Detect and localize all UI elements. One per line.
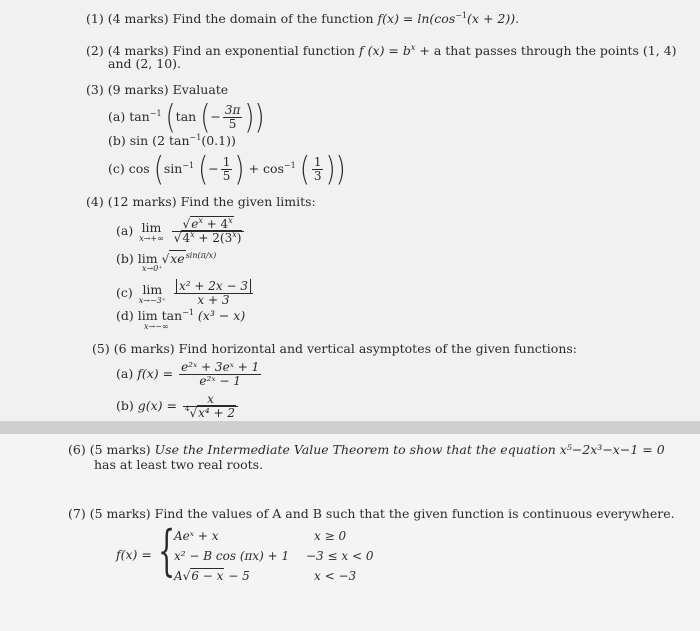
- question-6: (6) (5 marks) Use the Intermediate Value Theorem to show that the equation x⁵−2x³−x−1 = 0: [68, 442, 665, 457]
- question-6-line2: has at least two real roots.: [94, 457, 264, 472]
- question-2-line2: and (2, 10).: [108, 56, 182, 71]
- question-4b: (b) $\lim √xe^{sin(\pi/x)}$: [116, 251, 217, 266]
- question-4d-sub: x→−∞: [144, 322, 169, 331]
- question-1: (1) (4 marks) Find the domain of the function $f(x) = \ln(\cos^{-1}(x + 2))$.: [86, 11, 520, 26]
- question-3a: (a) $\tan^{-1} (\tan$ (− $\frac{3\pi}{5}$ )): [108, 98, 265, 137]
- question-4d: (d) $\lim \tan^{-1} (x^3 - x)$: [116, 308, 246, 323]
- question-7: (7) (5 marks) Find the values of A and B such that the given function is continuous everywhere.: [68, 506, 675, 521]
- page-divider: [0, 421, 700, 434]
- case-1-cond: x ≥ 0: [314, 529, 347, 543]
- question-4c: (c) lim x→−3⁺ $\frac{\text{x² + 2x − 3}}{x + 3}$: [116, 280, 255, 307]
- piecewise-lhs: f(x) =: [116, 547, 152, 562]
- question-4: (4) (12 marks) Find the given limits:: [86, 194, 316, 209]
- question-3: (3) (9 marks) Evaluate: [86, 82, 229, 97]
- question-4a: (a) lim x→+∞ $\frac{√e^x + 4^x}{√4^x + 2(3^x)}$: [116, 218, 246, 245]
- question-3b: (b) sin (2 $\tan^{-1}(0.1)$): [108, 133, 236, 148]
- question-5b: (b) g(x) = $\frac{x}{^4√x^4 + 2}$: [116, 393, 240, 420]
- question-4b-sub: x→0⁺: [142, 264, 163, 273]
- case-1-expr: Aeˣ + x: [174, 529, 219, 543]
- case-2-cond: −3 ≤ x < 0: [306, 549, 374, 563]
- case-2-expr: x² − B cos (πx) + 1: [174, 549, 290, 563]
- worksheet-page-bottom: [0, 434, 700, 631]
- case-3-expr: A√6 − x − 5: [174, 569, 250, 583]
- question-5a: (a) f(x) = $\frac{\text{e²ˣ + 3eˣ + 1}}{\text{e²ˣ − 1}}$: [116, 360, 260, 388]
- question-5: (5) (6 marks) Find horizontal and vertical asymptotes of the given functions:: [92, 341, 577, 356]
- case-3-cond: x < −3: [314, 569, 357, 583]
- question-2: (2) (4 marks) Find an exponential function f $(x) = b^x + a$ that passes through the points (1, 4): [86, 43, 677, 58]
- piecewise-brace: {: [158, 519, 176, 582]
- question-3c: (c) $\cos (\sin^{-1}$ (− $\frac{1}{5}$ ) + $\cos^{-1}$ ( $\frac{1}{3}$ )): [108, 150, 346, 189]
